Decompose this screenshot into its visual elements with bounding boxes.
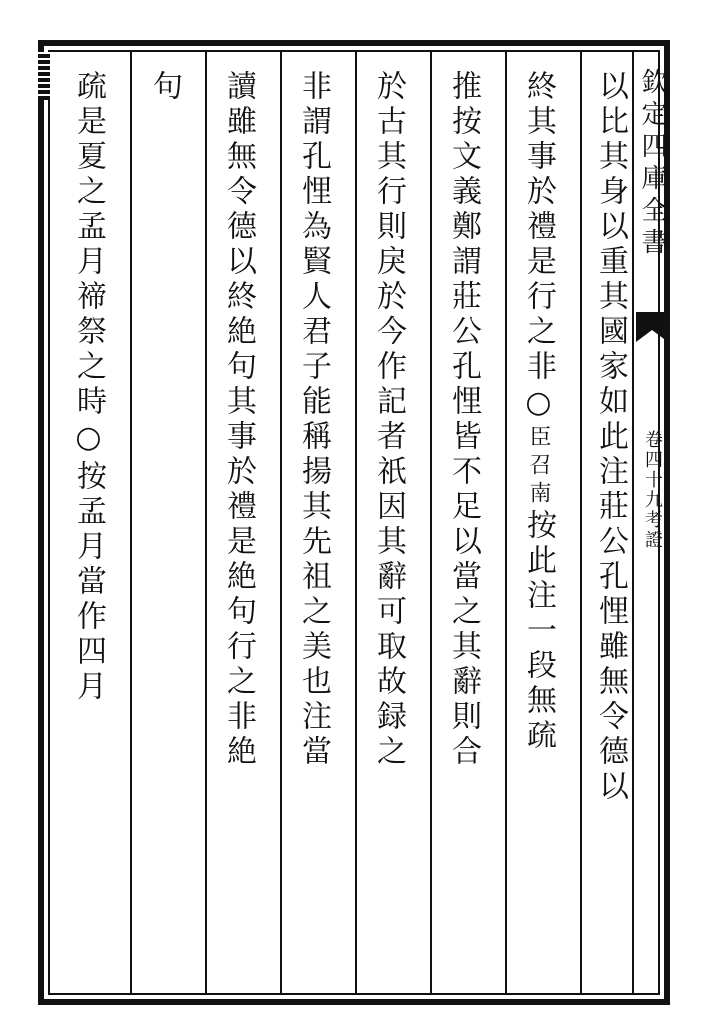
column-rule — [580, 50, 582, 995]
column-rule — [355, 50, 357, 995]
text-column-6: 讀雖無令德以終絶句其事於禮是絶句行之非絶 — [221, 70, 256, 770]
text-column-3: 推按文義鄭謂莊公孔悝皆不足以當之其辭則合 — [446, 70, 481, 770]
column-rule — [280, 50, 282, 995]
column-rule — [130, 50, 132, 995]
text-column-2 — [512, 70, 564, 990]
column-2-continued: 按此注一段無疏 — [521, 509, 556, 754]
text-column-8: 疏是夏之孟月禘祭之時○按孟月當作四月 — [71, 70, 106, 705]
text-column-7: 句 — [147, 70, 182, 105]
column-rule — [505, 50, 507, 995]
page-edge-mark — [38, 52, 50, 100]
book-title: 欽定四庫全書 — [637, 68, 667, 260]
column-rule — [430, 50, 432, 995]
chapter-label: 卷四十九考證 — [642, 430, 663, 550]
official-note: 臣召南 — [526, 425, 551, 509]
text-column-5: 非謂孔悝為賢人君子能稱揚其先祖之美也注當 — [296, 70, 331, 770]
column-rule — [205, 50, 207, 995]
text-column-4: 於古其行則戾於今作記者祇因其辭可取故録之 — [371, 70, 406, 770]
column-2-main: 終其事於禮是行之非○ — [521, 70, 556, 425]
fishtail-mark-icon — [636, 312, 668, 342]
page-margin — [634, 50, 670, 995]
text-column-1: 以比其身以重其國家如此注莊公孔悝雖無令德以 — [593, 70, 628, 805]
